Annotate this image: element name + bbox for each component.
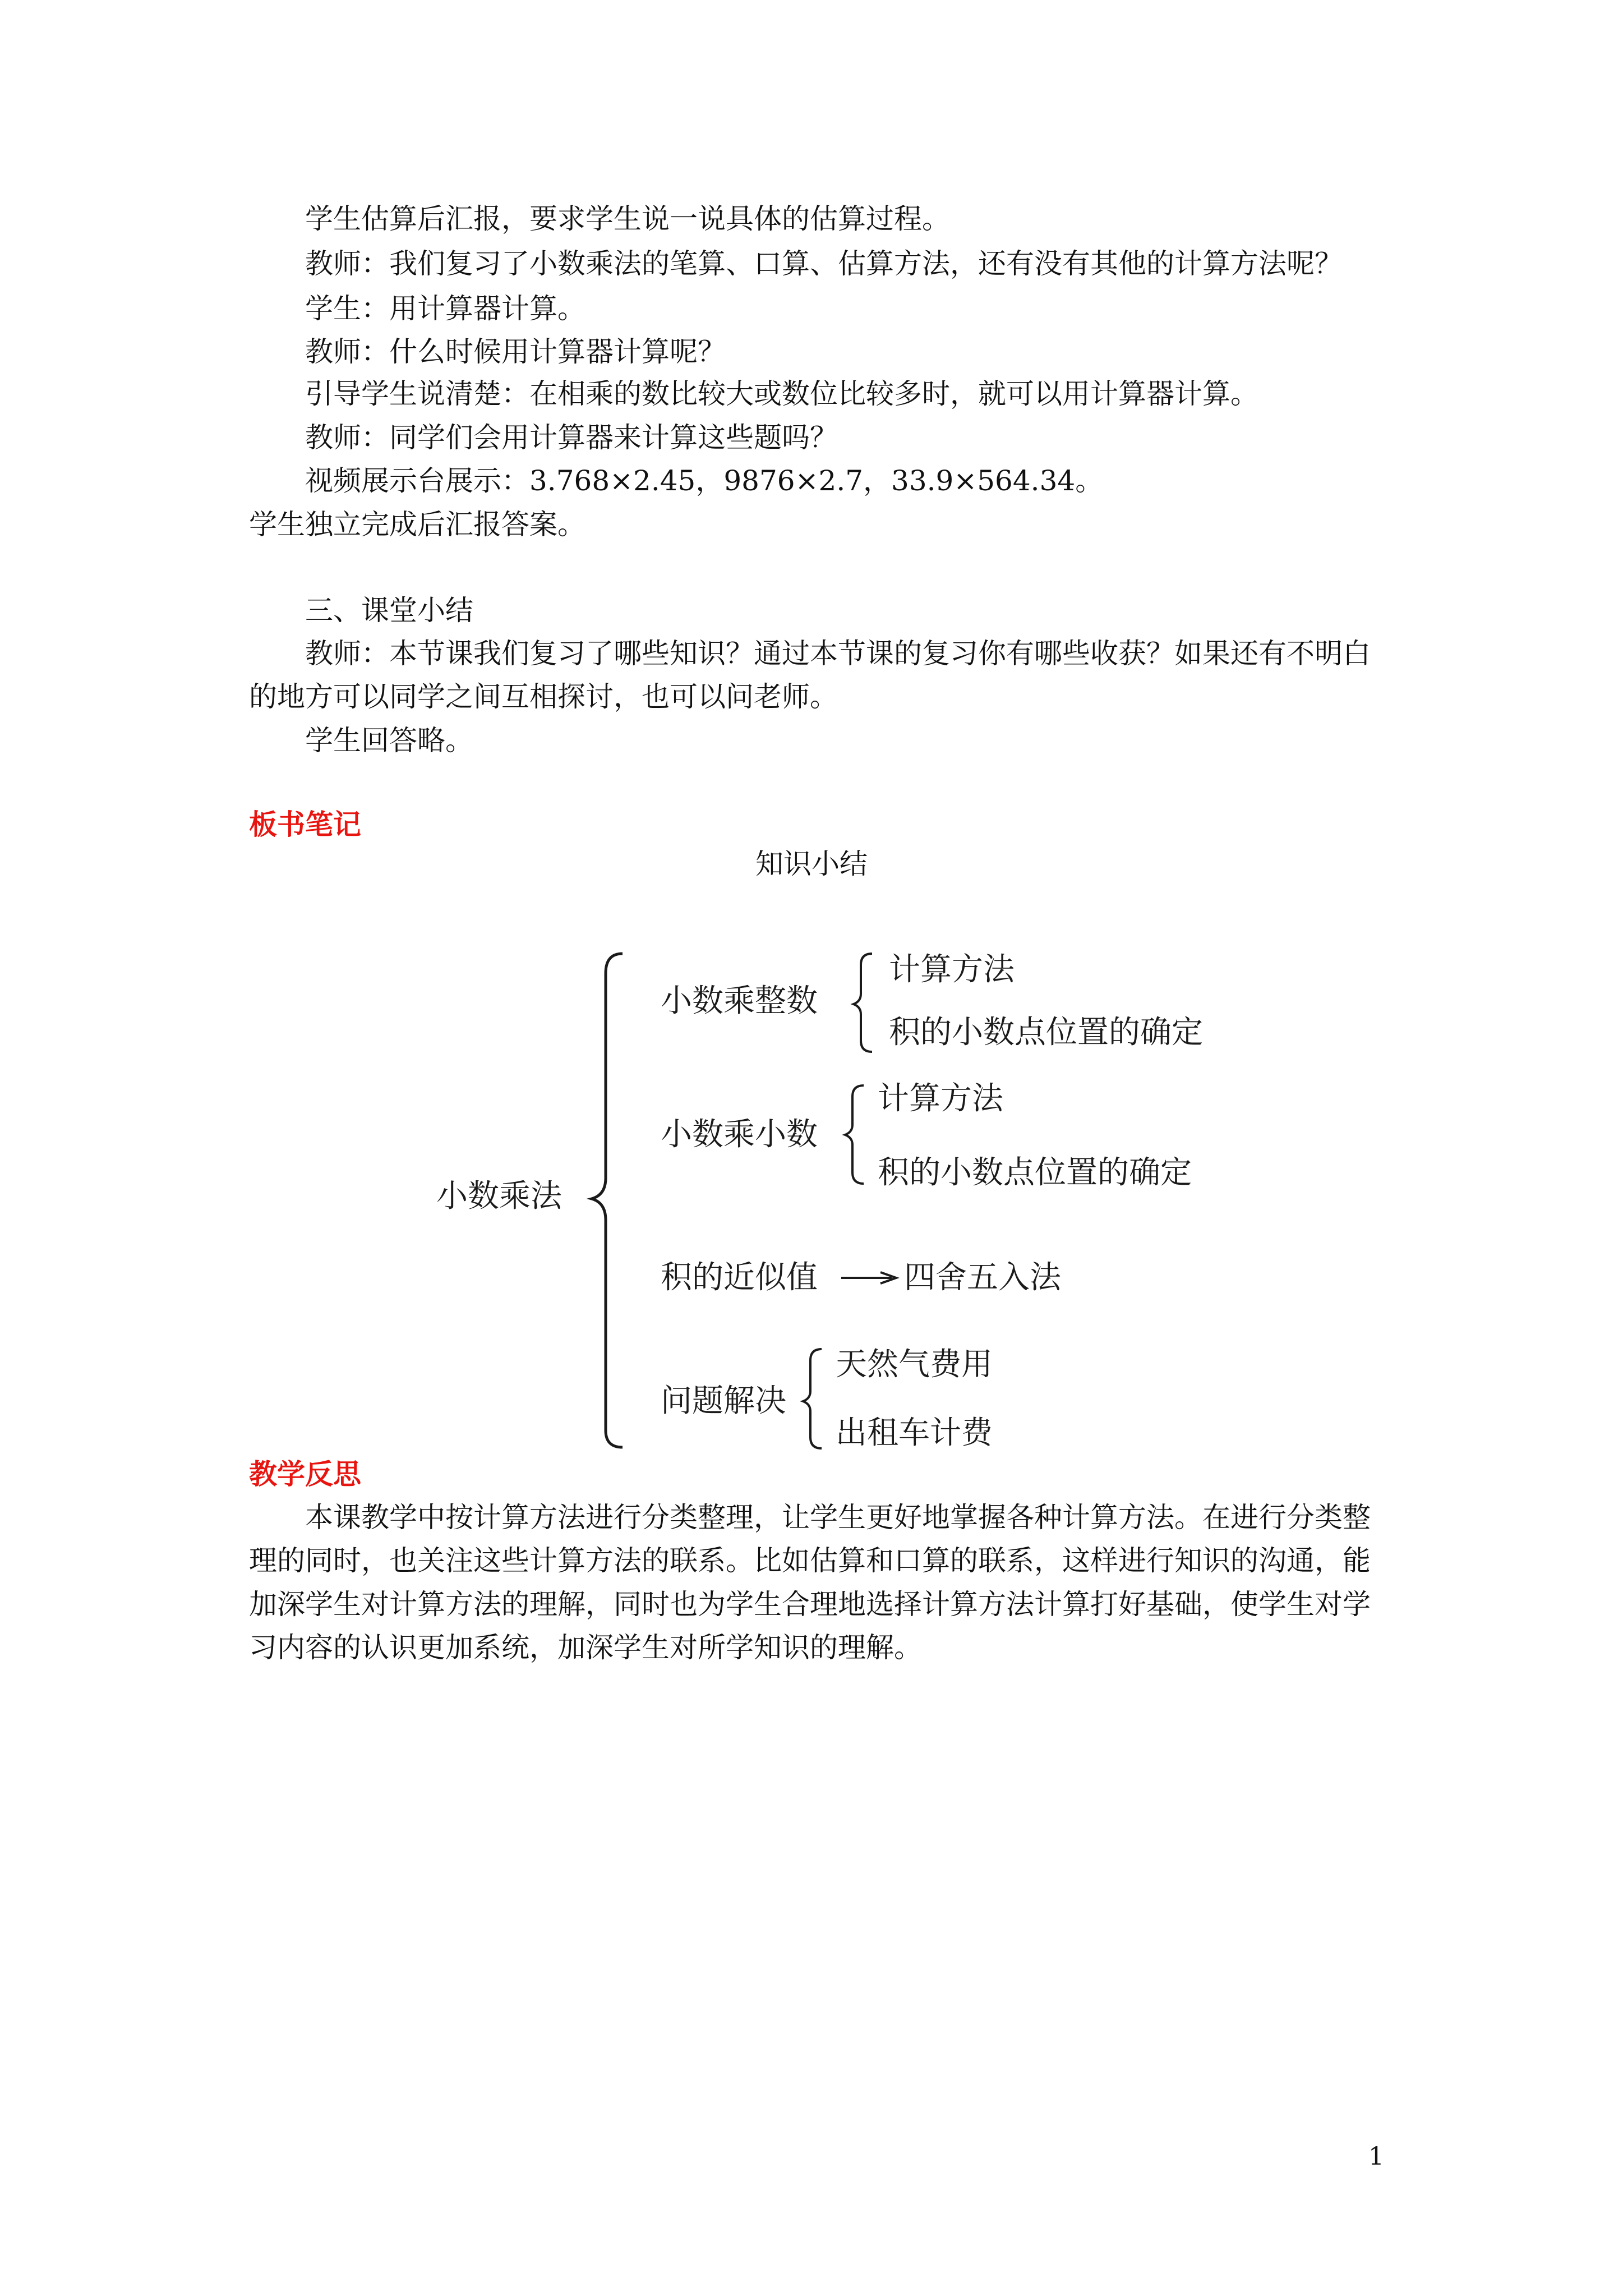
branch-item: 积的小数点位置的确定	[878, 1154, 1192, 1191]
branch-item: 计算方法	[889, 951, 1015, 988]
diagram-title: 知识小结	[755, 848, 868, 880]
diagram-root: 小数乘法	[436, 1178, 562, 1214]
paragraph: 学生独立完成后汇报答案。	[249, 508, 585, 541]
branch-item: 天然气费用	[836, 1346, 993, 1383]
paragraph: 本课教学中按计算方法进行分类整理，让学生更好地掌握各种计算方法。在进行分类整	[305, 1501, 1371, 1534]
branch-label: 小数乘整数	[661, 983, 818, 1019]
paragraph: 视频展示台展示：3.768×2.45，9876×2.7，33.9×564.34。	[305, 464, 1104, 497]
section-heading: 三、课堂小结	[305, 594, 473, 627]
branch-brace	[845, 1085, 864, 1184]
branch-brace	[854, 954, 872, 1052]
branch-label: 问题解决	[661, 1383, 786, 1419]
page-number: 1	[1368, 2142, 1384, 2171]
paragraph: 理的同时，也关注这些计算方法的联系。比如估算和口算的联系，这样进行知识的沟通，能	[249, 1544, 1371, 1577]
paragraph: 加深学生对计算方法的理解，同时也为学生合理地选择计算方法计算打好基础，使学生对学	[249, 1588, 1371, 1621]
branch-item: 积的小数点位置的确定	[889, 1014, 1203, 1051]
branch-label: 小数乘小数	[661, 1116, 818, 1153]
root-brace	[592, 954, 623, 1447]
arrow-target: 四舍五入法	[904, 1259, 1061, 1296]
branch-item: 计算方法	[878, 1080, 1003, 1117]
reflection-heading: 教学反思	[249, 1457, 361, 1490]
branch-label: 积的近似值	[661, 1259, 818, 1296]
paragraph: 教师：同学们会用计算器来计算这些题吗？	[305, 421, 838, 454]
paragraph: 教师：本节课我们复习了哪些知识？通过本节课的复习你有哪些收获？如果还有不明白	[305, 637, 1371, 670]
paragraph: 学生估算后汇报，要求学生说一说具体的估算过程。	[305, 203, 950, 235]
paragraph: 引导学生说清楚：在相乘的数比较大或数位比较多时，就可以用计算器计算。	[305, 378, 1258, 410]
branch-brace	[803, 1349, 822, 1448]
paragraph: 学生回答略。	[305, 724, 473, 757]
branch-item: 出租车计费	[836, 1415, 993, 1451]
paragraph: 习内容的认识更加系统，加深学生对所学知识的理解。	[249, 1631, 922, 1664]
paragraph: 教师：我们复习了小数乘法的笔算、口算、估算方法，还有没有其他的计算方法呢？	[305, 247, 1343, 280]
paragraph: 教师：什么时候用计算器计算呢？	[305, 335, 726, 368]
paragraph: 学生：用计算器计算。	[305, 292, 585, 325]
paragraph: 的地方可以同学之间互相探讨，也可以问老师。	[249, 680, 838, 713]
board-notes-heading: 板书笔记	[249, 808, 361, 841]
